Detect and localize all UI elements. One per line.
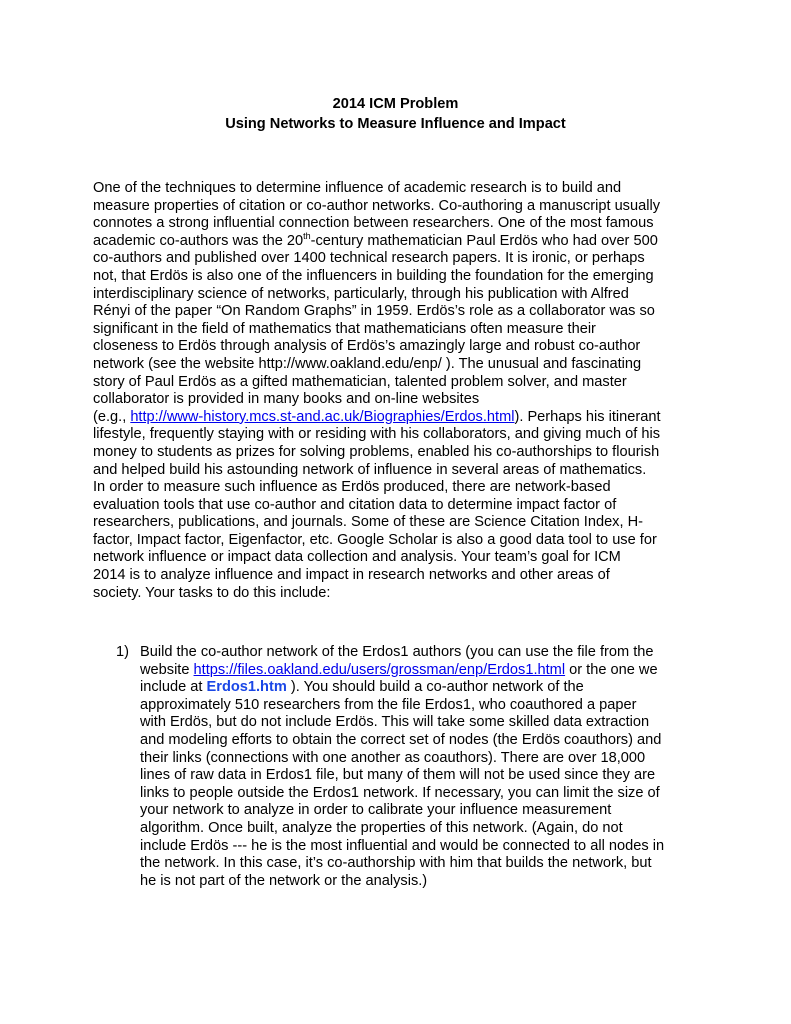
task-line: the network. In this case, it’s co-authorship with him that builds the network, but — [140, 855, 652, 872]
erdos-biography-link[interactable]: http://www-history.mcs.st-and.ac.uk/Biographies/Erdos.html — [130, 408, 515, 425]
task-line: their links (connections with one another as coauthors). There are over 18,000 — [140, 749, 646, 766]
superscript-th: th — [303, 230, 311, 241]
task-line: your network to analyze in order to calibrate your influence measurement — [140, 802, 612, 819]
intro-line: interdisciplinary science of networks, particularly, through his publication with Alfred — [93, 285, 629, 302]
intro-line: factor, Impact factor, Eigenfactor, etc. Google Scholar is also a good data tool to use for — [93, 531, 657, 548]
intro-line: money to students as prizes for solving problems, enabled his co-authorships to flourish — [93, 443, 660, 460]
erdos1-web-link[interactable]: https://files.oakland.edu/users/grossman/enp/Erdos1.html — [193, 661, 566, 678]
intro-line: Rényi of the paper “On Random Graphs” in 1959. Erdös’s role as a collaborator was so — [93, 303, 655, 320]
intro-line — [93, 409, 703, 427]
intro-line: connotes a strong influential connection between researchers. One of the most famous — [93, 215, 654, 232]
intro-text: (e.g., — [93, 408, 131, 425]
intro-line: not, that Erdös is also one of the influencers in building the foundation for the emerging — [93, 267, 654, 284]
intro-line: significant in the field of mathematics that mathematicians often measure their — [93, 320, 596, 337]
document-title — [0, 94, 791, 134]
task-1-body — [140, 644, 720, 890]
task-text: website — [140, 661, 194, 678]
task-text: ). You should build a co-author network of the — [286, 679, 584, 696]
intro-line: 2014 is to analyze influence and impact in research networks and other areas of — [93, 567, 610, 584]
task-line: Build the co-author network of the Erdos1 authors (you can use the file from the — [140, 644, 654, 660]
intro-line: co-authors and published over 1400 technical research papers. It is ironic, or perhaps — [93, 250, 645, 267]
intro-line: evaluation tools that use co-author and citation data to determine impact factor of — [93, 496, 617, 513]
title-line-1: 2014 ICM Problem — [332, 96, 459, 112]
intro-line: In order to measure such influence as Erdös produced, there are network-based — [93, 479, 611, 496]
task-line: with Erdös, but do not include Erdös. This will take some skilled data extraction — [140, 714, 650, 731]
task-number: 1) — [116, 644, 129, 660]
title-line-2: Using Networks to Measure Influence and Impact — [225, 116, 566, 132]
intro-line: One of the techniques to determine influence of academic research is to build and — [93, 180, 622, 196]
task-line: lines of raw data in Erdos1 file, but many of them will not be used since they are — [140, 767, 656, 784]
task-line: algorithm. Once built, analyze the properties of this network. (Again, do not — [140, 819, 623, 836]
intro-line: network influence or impact data collection and analysis. Your team’s goal for ICM — [93, 549, 621, 566]
intro-line — [93, 230, 703, 251]
task-line — [140, 679, 720, 697]
intro-line: closeness to Erdös through analysis of Erdös’s amazingly large and robust co-author — [93, 338, 641, 355]
intro-text: academic co-authors was the 20 — [93, 232, 304, 249]
intro-line: researchers, publications, and journals. Some of these are Science Citation Index, H- — [93, 514, 643, 531]
intro-line: story of Paul Erdös as a gifted mathematician, talented problem solver, and master — [93, 373, 627, 390]
task-line: approximately 510 researchers from the file Erdos1, who coauthored a paper — [140, 696, 637, 713]
intro-text: ). Perhaps his itinerant — [514, 408, 661, 425]
task-text: or the one we — [565, 661, 658, 678]
task-line: include Erdös --- he is the most influential and would be connected to all nodes in — [140, 837, 665, 854]
intro-line: and helped build his astounding network of influence in several areas of mathematics. — [93, 461, 647, 478]
intro-line: lifestyle, frequently staying with or residing with his collaborators, and giving much of his — [93, 426, 660, 443]
intro-paragraph — [93, 180, 703, 602]
task-line: and modeling efforts to obtain the correct set of nodes (the Erdös coauthors) and — [140, 731, 662, 748]
intro-line: network (see the website http://www.oakland.edu/enp/ ). The unusual and fascinating — [93, 355, 642, 372]
intro-line: society. Your tasks to do this include: — [93, 584, 331, 601]
intro-line: measure properties of citation or co-author networks. Co-authoring a manuscript usually — [93, 197, 660, 214]
intro-text: -century mathematician Paul Erdös who had over 500 — [310, 232, 658, 249]
task-line: he is not part of the network or the analysis.) — [140, 872, 428, 889]
task-line: links to people outside the Erdos1 network. If necessary, you can limit the size of — [140, 784, 660, 801]
task-text: include at — [140, 679, 207, 696]
intro-line: collaborator is provided in many books and on-line websites — [93, 391, 480, 408]
erdos1-file-link[interactable]: Erdos1.htm — [206, 679, 287, 696]
task-line — [140, 662, 720, 680]
